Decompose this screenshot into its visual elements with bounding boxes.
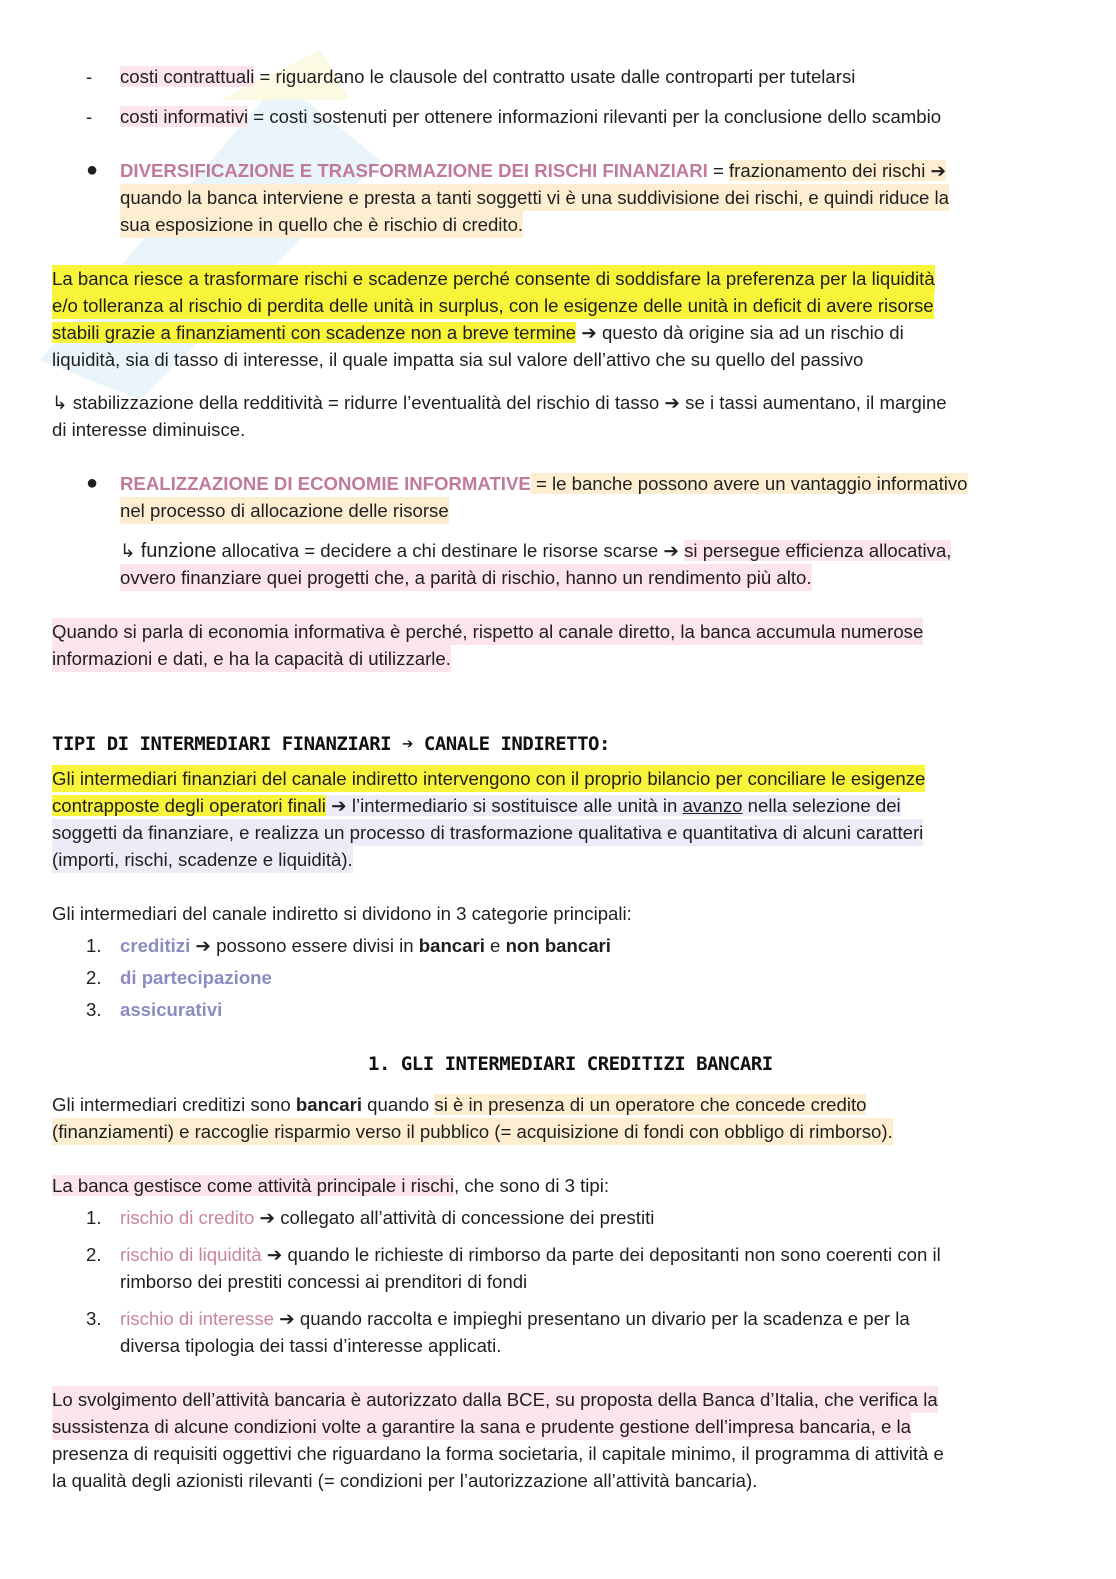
rischi-intro: La banca gestisce come attività principale i rischi, che sono di 3 tipi: xyxy=(52,1175,610,1196)
rischio-liquidita-line-1: rischio di liquidità ➔ quando le richieste di rimborso da parte dei depositanti non sono coerenti con il xyxy=(120,1244,941,1265)
rischio-credito: rischio di credito ➔ collegato all’attività di concessione dei prestiti xyxy=(120,1207,655,1228)
bullet-icon: ● xyxy=(86,472,99,494)
categorie-intro: Gli intermediari del canale indiretto si dividono in 3 categorie principali: xyxy=(52,903,632,924)
tipi-heading: TIPI DI INTERMEDIARI FINANZIARI ➔ CANALE INDIRETTO: xyxy=(52,733,610,755)
diversificazione-line-3: sua esposizione in quello che è rischio di credito. xyxy=(120,211,523,238)
stabilizzazione-line-2: di interesse diminuisce. xyxy=(52,419,246,440)
economie-title: REALIZZAZIONE DI ECONOMIE INFORMATIVE xyxy=(120,473,531,494)
tipi-para-line-1: Gli intermediari finanziari del canale indiretto intervengono con il proprio bilancio per conciliare le esigenze xyxy=(52,765,925,792)
economia-para-line-1: Quando si parla di economia informativa è perché, rispetto al canale diretto, la banca accumula numerose xyxy=(52,618,923,645)
categoria-creditizi: creditizi ➔ possono essere divisi in bancari e non bancari xyxy=(120,935,611,956)
term-costi-contrattuali: costi contrattuali xyxy=(120,66,255,87)
tipi-para-line-4: (importi, rischi, scadenze e liquidità). xyxy=(52,846,353,873)
trasformazione-line-4: liquidità, sia di tasso di interesse, il quale impatta sia sul valore dell’attivo che su quello del passivo xyxy=(52,349,864,370)
rischio-liquidita-line-2: rimborso dei prestiti concessi ai prenditori di fondi xyxy=(120,1271,528,1292)
bancari-line-2: (finanziamenti) e raccoglie risparmio verso il pubblico (= acquisizione di fondi con obbligo di rimborso). xyxy=(52,1118,893,1145)
economie-line-1: REALIZZAZIONE DI ECONOMIE INFORMATIVE = le banche possono avere un vantaggio informativo xyxy=(120,473,968,494)
economia-para-line-2: informazioni e dati, e ha la capacità di utilizzarle. xyxy=(52,645,451,672)
list-number: 3. xyxy=(86,1308,102,1329)
list-number: 2. xyxy=(86,1244,102,1265)
diversificazione-line-1: DIVERSIFICAZIONE E TRASFORMAZIONE DEI RISCHI FINANZIARI = frazionamento dei rischi ➔ xyxy=(120,160,947,181)
list-number: 3. xyxy=(86,999,102,1020)
funzione-allocativa-line-1: ↳ funzione allocativa = decidere a chi destinare le risorse scarse ➔ si persegue efficienza allocativa, xyxy=(120,540,952,562)
bce-line-2: sussistenza di alcune condizioni volte a garantire la sana e prudente gestione dell’impresa bancaria, e la xyxy=(52,1413,911,1440)
trasformazione-line-1: La banca riesce a trasformare rischi e scadenze perché consente di soddisfare la preferenza per la liquidità xyxy=(52,265,935,292)
term-costi-informativi: costi informativi xyxy=(120,106,249,127)
rischio-interesse-line-2: diversa tipologia dei tassi d’interesse applicati. xyxy=(120,1335,502,1356)
dash-item-costi-informativi: costi informativi = costi sostenuti per ottenere informazioni rilevanti per la conclusione dello scambio xyxy=(120,106,942,127)
economie-line-2: nel processo di allocazione delle risorse xyxy=(120,497,449,524)
section-1-heading: 1. GLI INTERMEDIARI CREDITIZI BANCARI xyxy=(368,1053,773,1075)
funzione-allocativa-line-2: ovvero finanziare quei progetti che, a parità di rischio, hanno un rendimento più alto. xyxy=(120,564,812,591)
tipi-para-line-3: soggetti da finanziare, e realizza un processo di trasformazione qualitativa e quantitativa di alcuni caratteri xyxy=(52,819,923,846)
bce-line-4: la qualità degli azionisti rilevanti (= condizioni per l’autorizzazione all’attività bancaria). xyxy=(52,1470,758,1491)
bullet-icon: ● xyxy=(86,159,99,181)
dash-item-costi-contrattuali: costi contrattuali = riguardano le clausole del contratto usate dalle controparti per tutelarsi xyxy=(120,66,856,87)
bancari-line-1: Gli intermediari creditizi sono bancari quando si è in presenza di un operatore che concede credito xyxy=(52,1094,867,1115)
tipi-para-line-2: contrapposte degli operatori finali ➔ l’intermediario si sostituisce alle unità in avanzo nella selezione dei xyxy=(52,795,901,816)
list-number: 2. xyxy=(86,967,102,988)
dash-marker: - xyxy=(86,66,93,87)
bce-line-1: Lo svolgimento dell’attività bancaria è autorizzato dalla BCE, su proposta della Banca d’Italia, che verifica la xyxy=(52,1386,938,1413)
trasformazione-line-2: e/o tolleranza al rischio di perdita delle unità in surplus, con le esigenze delle unità in deficit di avere risorse xyxy=(52,292,934,319)
stabilizzazione-line-1: ↳ stabilizzazione della redditività = ridurre l’eventualità del rischio di tasso ➔ se i tassi aumentano, il margine xyxy=(52,392,947,413)
trasformazione-line-3: stabili grazie a finanziamenti con scadenze non a breve termine ➔ questo dà origine sia ad un rischio di xyxy=(52,322,904,343)
list-number: 1. xyxy=(86,935,102,956)
diversificazione-line-2: quando la banca interviene e presta a tanti soggetti vi è una suddivisione dei rischi, e quindi riduce la xyxy=(120,184,949,211)
categoria-assicurativi: assicurativi xyxy=(120,999,223,1020)
categoria-partecipazione: di partecipazione xyxy=(120,967,272,988)
dash-marker: - xyxy=(86,106,93,127)
list-number: 1. xyxy=(86,1207,102,1228)
diversificazione-title: DIVERSIFICAZIONE E TRASFORMAZIONE DEI RISCHI FINANZIARI xyxy=(120,160,708,181)
rischio-interesse-line-1: rischio di interesse ➔ quando raccolta e impieghi presentano un divario per la scadenza e per la xyxy=(120,1308,910,1329)
bce-line-3: presenza di requisiti oggettivi che riguardano la forma societaria, il capitale minimo, il programma di attività e xyxy=(52,1443,944,1464)
